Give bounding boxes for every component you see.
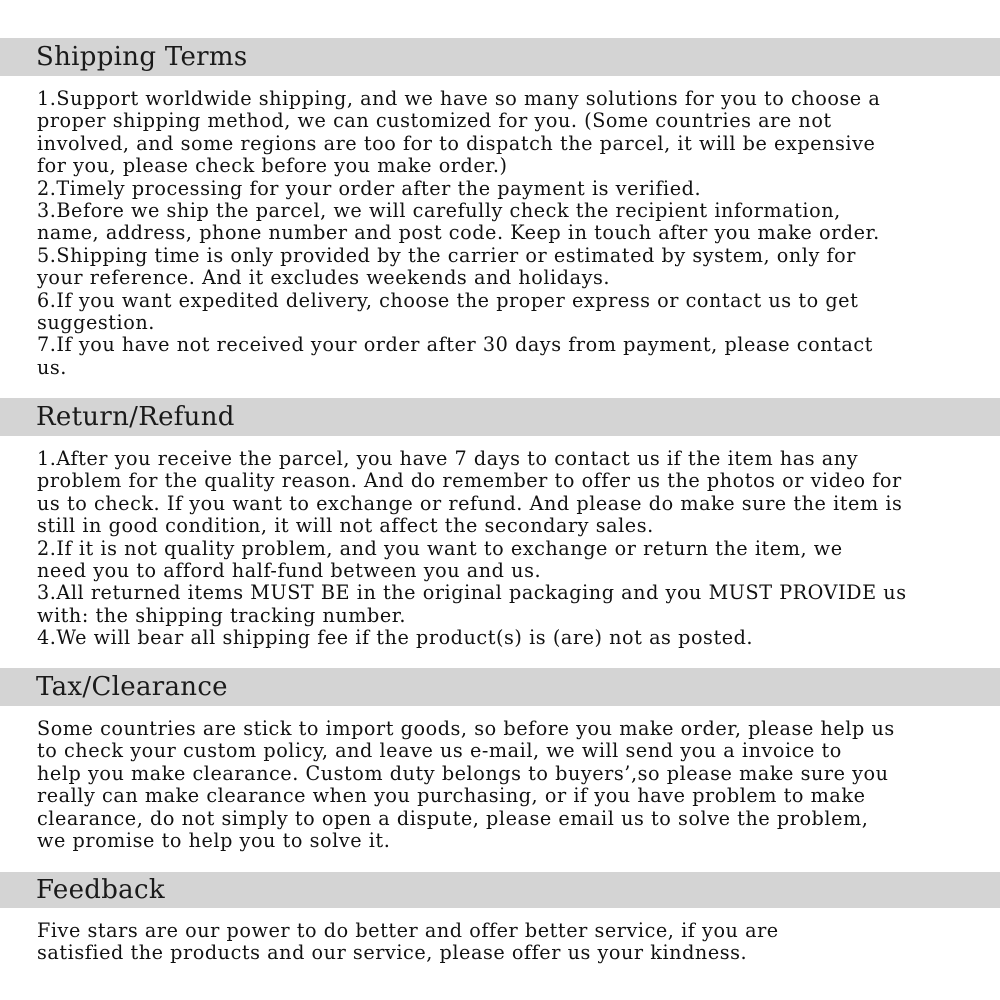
text-line: for you, please check before you make order.) bbox=[37, 154, 508, 178]
text-line: we promise to help you to solve it. bbox=[37, 828, 391, 852]
text-line: your reference. And it excludes weekends and holidays. bbox=[37, 266, 611, 290]
text-line: us to check. If you want to exchange or refund. And please do make sure the item is bbox=[37, 491, 903, 515]
text-line: still in good condition, it will not affect the secondary sales. bbox=[37, 514, 654, 538]
text-line: 2.Timely processing for your order after the payment is verified. bbox=[37, 176, 702, 200]
text-line: us. bbox=[37, 355, 67, 379]
section-body-tax-clearance bbox=[37, 718, 987, 852]
text-line: Some countries are stick to import goods, so before you make order, please help us bbox=[37, 717, 895, 740]
text-line: proper shipping method, we can customized for you. (Some countries are not bbox=[37, 109, 832, 133]
section-title: Tax/Clearance bbox=[36, 672, 228, 702]
text-line: involved, and some regions are too for to dispatch the parcel, it will be expensive bbox=[37, 131, 876, 155]
section-title: Shipping Terms bbox=[36, 42, 248, 72]
text-line: Five stars are our power to do better and offer better service, if you are bbox=[37, 919, 779, 942]
text-line: 2.If it is not quality problem, and you want to exchange or return the item, we bbox=[37, 536, 843, 560]
text-line: 3.Before we ship the parcel, we will carefully check the recipient information, bbox=[37, 198, 841, 222]
section-body-return-refund bbox=[37, 448, 987, 650]
text-line: need you to afford half-fund between you and us. bbox=[37, 558, 542, 582]
section-header-shipping-terms bbox=[0, 38, 1000, 76]
text-line: 6.If you want expedited delivery, choose the proper express or contact us to get bbox=[37, 288, 859, 312]
text-line: clearance, do not simply to open a dispute, please email us to solve the problem, bbox=[37, 806, 869, 830]
text-line: problem for the quality reason. And do remember to offer us the photos or video for bbox=[37, 469, 902, 493]
section-title: Return/Refund bbox=[36, 402, 235, 432]
text-line: help you make clearance. Custom duty belongs to buyers’,so please make sure you bbox=[37, 761, 889, 785]
text-line: 4.We will bear all shipping fee if the product(s) is (are) not as posted. bbox=[37, 626, 754, 650]
text-line: 5.Shipping time is only provided by the carrier or estimated by system, only for bbox=[37, 243, 856, 267]
text-line: 3.All returned items MUST BE in the original packaging and you MUST PROVIDE us bbox=[37, 581, 907, 605]
text-line: name, address, phone number and post code. Keep in touch after you make order. bbox=[37, 221, 880, 245]
text-line: with: the shipping tracking number. bbox=[37, 603, 407, 627]
text-line: really can make clearance when you purchasing, or if you have problem to make bbox=[37, 784, 866, 808]
text-line: to check your custom policy, and leave us e-mail, we will send you a invoice to bbox=[37, 739, 842, 763]
text-line: suggestion. bbox=[37, 310, 155, 334]
section-header-return-refund bbox=[0, 398, 1000, 436]
section-header-tax-clearance bbox=[0, 668, 1000, 706]
text-line: 1.Support worldwide shipping, and we have so many solutions for you to choose a bbox=[37, 87, 881, 110]
section-header-feedback bbox=[0, 872, 1000, 908]
section-body-shipping-terms bbox=[37, 88, 987, 379]
section-body-feedback bbox=[37, 920, 987, 965]
text-line: satisfied the products and our service, please offer us your kindness. bbox=[37, 941, 748, 965]
text-line: 1.After you receive the parcel, you have 7 days to contact us if the item has any bbox=[37, 447, 859, 470]
section-title: Feedback bbox=[36, 875, 165, 905]
text-line: 7.If you have not received your order after 30 days from payment, please contact bbox=[37, 333, 873, 357]
